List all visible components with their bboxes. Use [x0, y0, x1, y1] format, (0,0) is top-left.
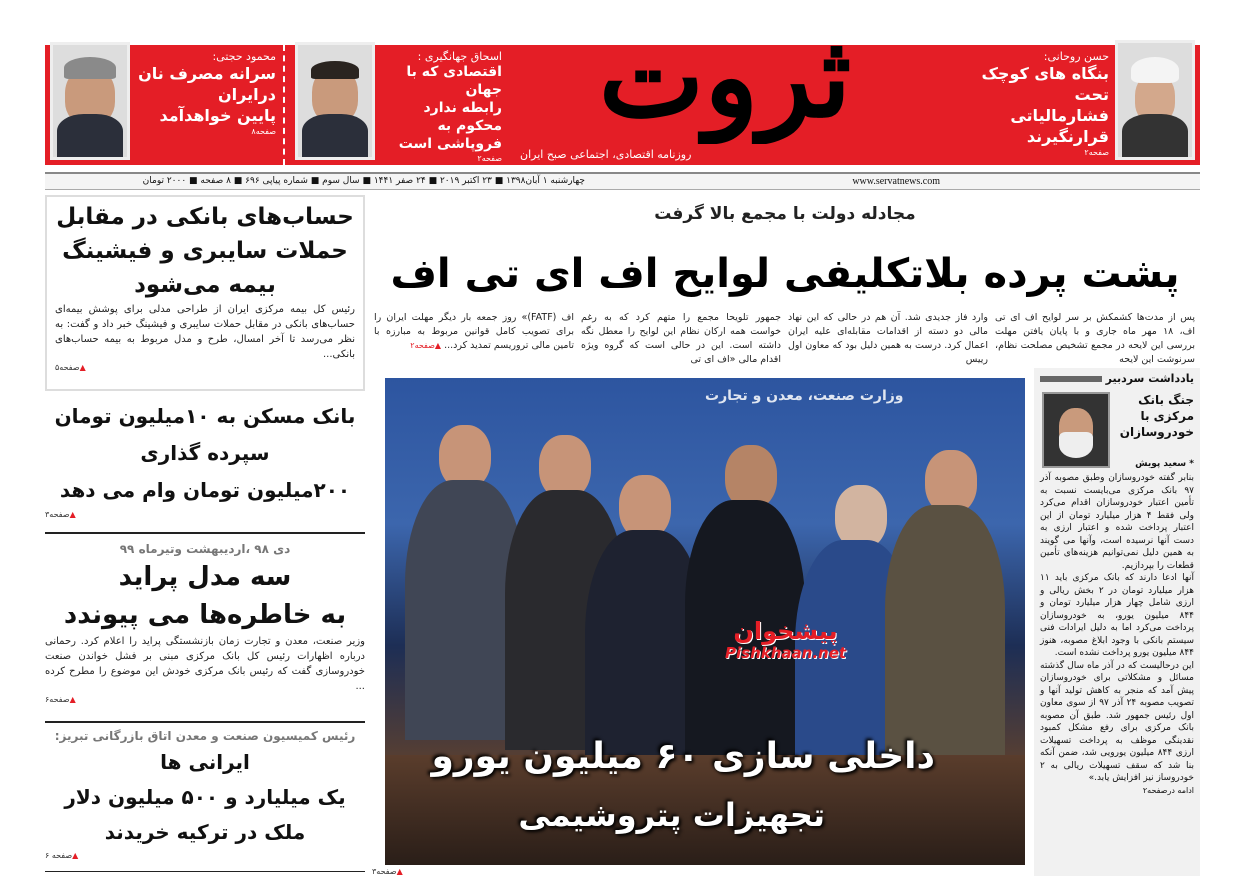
teaser-headline: سرانه مصرف نان	[138, 64, 276, 83]
lead-column-2: وارد فاز جدیدی شد. آن هم در حالی که این نهاد مالی دو دسته از اقدامات مقابله‌ای علیه ایران اعمال کرد. درست به همین دلیل بود که معاون اول رییس	[788, 312, 988, 365]
story-summary: رئیس کل بیمه مرکزی ایران از طراحی مدلی برای پوشش بیمه‌ای حساب‌های بانکی در مقابل حملات سایبری و فیشینگ خبر داد و گفت: به نظر می‌رسد تا آخر امسال، طرح و مدل مربوط به بیمه حساب‌های بانکی...	[55, 304, 355, 360]
teaser-headline: بنگاه های کوچک	[981, 64, 1109, 83]
left-story-turkey[interactable]	[45, 728, 365, 868]
main-photo[interactable]	[385, 378, 1025, 865]
teaser-hojjati[interactable]	[138, 50, 276, 137]
editorial-paragraph: آنها ادعا دارند که بانک مرکزی باید ۱۱ هزار میلیارد تومان در ۲ بخش ریالی و ارزی شامل چهار هزار میلیارد تومان و ۸۴۴ میلیون یورو، به خودروسازان پرداخت می‌کرد اما به دلیل ایرادات فنی سیستم بانکی با وجود ابلاغ مصوبه، هنوز ۸۴۴ میلیون یورو پرداخت نشده است.	[1040, 573, 1194, 658]
hojjati-photo	[50, 42, 130, 160]
main-kicker: مجادله دولت با مجمع بالا گرفت	[654, 204, 916, 224]
lead-column-4: اف (FATF)» روز جمعه بار دیگر مهلت ایران را برای تصویب کامل قوانین مربوط به مبارزه با تامین مالی تروریسم تمدید کرد... ▲ صفحه۲	[374, 311, 574, 353]
left-story-bank-insurance[interactable]	[45, 195, 365, 391]
page-ref: ▲ صفحه۲	[410, 341, 441, 350]
lead-column-1: پس از مدت‌ها کشمکش بر سر لوایح اف ای تی اف، ۱۸ مهر ماه جاری و با پایان یافتن مهلت بررسی این لایحه در مجمع تشخیص مصلحت نظام، سرنوشت این لایحه	[995, 312, 1195, 365]
story-headline: بانک مسکن به ۱۰میلیون تومان	[54, 404, 356, 428]
teaser-headline: محکوم به فروپاشی است	[398, 118, 502, 152]
teaser-source: محمود حجتی:	[212, 50, 276, 63]
continued-ref[interactable]: ادامه درصفحه۲	[1142, 785, 1194, 795]
editorial-paragraph: این درحالیست که در آذر ماه سال گذشته مسائل و مشکلاتی برای خودروسازان پیش آمد که منجر به کاهش تولید آنها و تصویب مصوبه ۲۴ آذر ۹۷ از سوی معاون اول رئیس جمهور شد. طبق آن مصوبه بانک مرکزی برای رفع مشکل کمبود نقدینگی موظف به پرداخت تسهیلات ارزی ۸۴۴ میلیون یورویی شد، ضمن آنکه بنا شد که سقف تسهیلات ریالی به ۲ خودروساز نیز افزایش یابد.»	[1040, 660, 1194, 783]
story-headline: حساب‌های بانکی در مقابل	[56, 204, 354, 230]
page-ref: ▲ صفحه۳	[372, 866, 403, 878]
teaser-headline: پایین خواهدآمد	[159, 106, 276, 125]
photo-headline-line1: داخلی سازی ۶۰ میلیون یورو	[431, 736, 935, 777]
teaser-headline: تحت فشارمالیاتی	[1010, 85, 1109, 125]
main-headline[interactable]: پشت پرده بلاتکلیفی لوایح اف ای تی اف	[390, 251, 1180, 297]
divider	[45, 721, 365, 723]
divider	[45, 871, 365, 872]
page-ref: ▲ صفحه۵	[55, 362, 355, 374]
story-summary: وزیر صنعت، معدن و تجارت زمان بازنشستگی پراید را اعلام کرد. رحمانی درباره اظهارات رئیس کل بانک مرکزی مبنی بر فشل خواندن صنعت خودروسازی گفت که رئیس بانک مرکزی خودش این موضوع را مطرح کرده ...	[45, 636, 365, 692]
story-headline: سپرده گذاری	[140, 441, 270, 465]
editorial-section: یادداشت سردبیر	[1040, 372, 1194, 386]
story-headline: حملات سایبری و فیشینگ	[62, 238, 348, 264]
editorial-column[interactable]	[1034, 368, 1200, 876]
teaser-headline: اقتصادی که با جهان	[406, 64, 502, 98]
watermark: پیشخوان Pishkhaan.net	[725, 617, 847, 662]
left-story-pride[interactable]	[45, 541, 365, 717]
story-kicker: رئیس کمیسیون صنعت و معدن اتاق بازرگانی تبریز:	[54, 729, 356, 743]
story-headline: بیمه می‌شود	[134, 272, 276, 298]
editorial-author: * سعید پویش	[1135, 459, 1194, 469]
divider	[45, 532, 365, 534]
jahangiri-photo	[295, 42, 375, 160]
page-ref: ▲ صفحه ۶	[45, 850, 365, 862]
teaser-source: اسحاق جهانگیری :	[417, 50, 502, 63]
teaser-headline: رابطه ندارد	[423, 100, 502, 116]
rouhani-photo	[1115, 40, 1195, 160]
lead-column-3: جمهور تلویحا مجمع را متهم کرد که به رغم خواست همه ارکان نظام این لوایح را معطل نگه داشته است. این در حالی است که گروه ویژه اقدام مالی «اف ای تی	[581, 312, 781, 365]
website-link[interactable]: www.servatnews.com	[852, 176, 940, 187]
editorial-title: جنگ بانک مرکزی با خودروسازان	[1119, 393, 1194, 439]
teaser-jahangiri[interactable]	[380, 50, 502, 164]
story-headline: یک میلیارد و ۵۰۰ میلیون دلار	[64, 785, 346, 809]
tagline: روزنامه اقتصادی، اجتماعی صبح ایران	[520, 148, 692, 161]
photo-headline-line2: تجهیزات پتروشیمی	[518, 796, 825, 834]
story-kicker: دی ۹۸ ،اردیبهشت وتیرماه ۹۹	[119, 542, 291, 556]
banner-text: وزارت صنعت، معدن و تجارت	[705, 388, 904, 404]
editorial-paragraph: بنابر گفته خودروسازان وطبق مصوبه آذر ۹۷ بانک مرکزی می‌بایست نسبت به تأمین اعتبار خودروسازان اقدام می‌کرد ولی فقط ۴ هزار میلیارد تومان از این اعتبار پرداخت شده و اعتبار ارزی به دست آنها نرسیده است، وآنها می گویند به همین دلیل نمی‌توانیم هزینه‌های تأمین قطعات را بپردازیم.	[1040, 473, 1194, 571]
dateline-bar	[45, 172, 1200, 190]
page-ref: صفحه۸	[251, 127, 276, 136]
page-ref: ▲ صفحه۳	[45, 509, 365, 521]
story-headline: ملک در ترکیه خریدند	[104, 820, 306, 844]
newspaper-logo: ثروت	[598, 12, 852, 143]
story-headline: ایرانی ها	[160, 750, 250, 774]
story-headline: به خاطره‌ها می پیوندد	[63, 600, 347, 630]
page-ref: صفحه۲	[477, 154, 502, 163]
divider	[283, 45, 287, 165]
divider	[1040, 376, 1102, 382]
story-headline: ۲۰۰میلیون تومان وام می دهد	[59, 478, 351, 502]
teaser-headline: درایران	[217, 85, 276, 104]
dateline: چهارشنبه ۱ آبان۱۳۹۸ ■ ۲۳ اکتبر ۲۰۱۹ ■ ۲۴ صفر ۱۴۴۱ ■ سال سوم ■ شماره پیاپی ۶۹۶ ■ ۸ صفحه ■ ۲۰۰۰ تومان	[142, 176, 585, 186]
teaser-rouhani[interactable]	[975, 50, 1109, 158]
author-photo	[1042, 392, 1110, 468]
teaser-source: حسن روحانی:	[1043, 50, 1109, 63]
teaser-headline: قرارنگیرند	[1026, 127, 1109, 146]
page-ref: ▲ صفحه۶	[45, 694, 365, 706]
page-ref: صفحه۲	[1084, 148, 1109, 157]
left-story-bank-maskan[interactable]	[45, 398, 365, 528]
story-headline: سه مدل پراید	[118, 562, 292, 592]
